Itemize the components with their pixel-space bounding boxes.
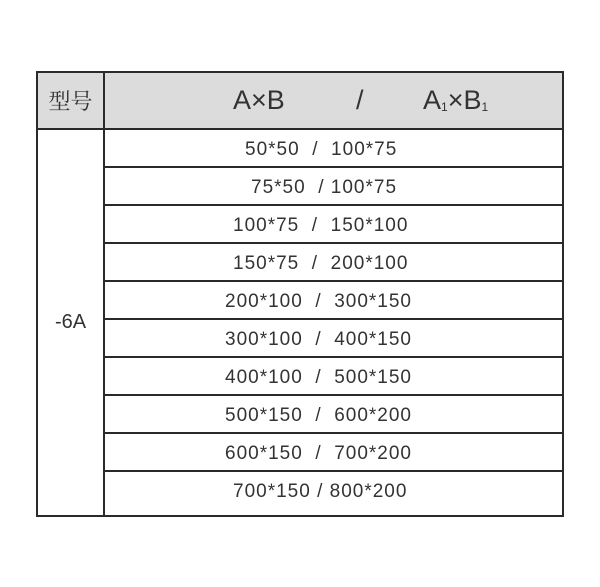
model-header: 型号 — [38, 73, 105, 128]
header-a-b: A×B — [233, 85, 285, 115]
row-text: 500*150 / 600*200 — [225, 405, 412, 426]
table-row — [105, 282, 562, 320]
row-text: 50*50 / 100*75 — [245, 139, 398, 160]
row-text: 300*100 / 400*150 — [225, 329, 412, 350]
row-text: 150*75 / 200*100 — [233, 253, 409, 274]
header-times-b: ×B — [447, 85, 482, 115]
table-row — [105, 358, 562, 396]
row-text: 75*50 / 100*75 — [251, 177, 398, 198]
row-text: 100*75 / 150*100 — [233, 215, 409, 236]
row-text: 200*100 / 300*150 — [225, 291, 412, 312]
header-a1-main: A — [423, 85, 442, 115]
table-row — [105, 130, 562, 168]
table-row — [105, 244, 562, 282]
table-row — [105, 168, 562, 206]
header-b1-sub: 1 — [481, 100, 489, 114]
header-a1-sub: 1 — [441, 100, 448, 114]
row-text: 400*100 / 500*150 — [225, 367, 412, 388]
spec-table — [36, 71, 564, 517]
header-slash: / — [356, 85, 364, 115]
model-cell: -6A — [38, 130, 105, 515]
size-rows — [105, 130, 562, 515]
table-row — [105, 472, 562, 510]
table-row — [105, 206, 562, 244]
table-row — [105, 396, 562, 434]
table-row — [105, 434, 562, 472]
header-a1-b1 — [423, 85, 488, 116]
row-text: 600*150 / 700*200 — [225, 443, 412, 464]
table-header — [38, 73, 562, 130]
table-row — [105, 320, 562, 358]
size-header — [105, 73, 562, 128]
row-text: 700*150 / 800*200 — [233, 481, 408, 502]
